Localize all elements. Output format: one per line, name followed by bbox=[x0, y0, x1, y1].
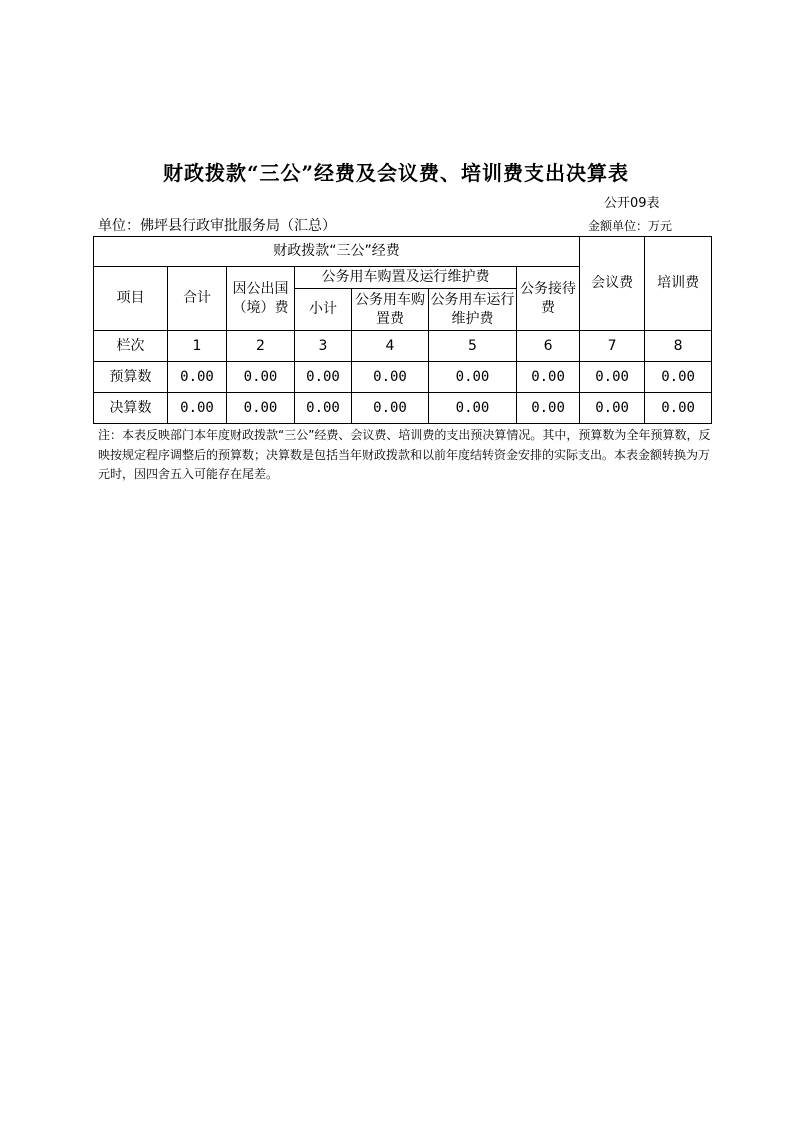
value-cell: 0.00 bbox=[227, 362, 295, 393]
form-number: 公开09表 bbox=[604, 196, 660, 211]
value-cell: 0.00 bbox=[645, 393, 712, 424]
header-total: 合计 bbox=[168, 267, 227, 331]
value-cell: 0.00 bbox=[580, 362, 645, 393]
value-cell: 0.00 bbox=[168, 362, 227, 393]
unit-label: 单位：佛坪县行政审批服务局（汇总） bbox=[98, 218, 336, 234]
index-cell: 4 bbox=[352, 331, 429, 362]
index-label: 栏次 bbox=[94, 331, 168, 362]
amount-unit-label: 金额单位：万元 bbox=[588, 219, 673, 233]
value-cell: 0.00 bbox=[295, 393, 352, 424]
index-cell: 2 bbox=[227, 331, 295, 362]
header-three-public-expenses: 财政拨款“三公”经费 bbox=[94, 237, 580, 267]
value-cell: 0.00 bbox=[517, 362, 580, 393]
value-cell: 0.00 bbox=[580, 393, 645, 424]
value-cell: 0.00 bbox=[429, 362, 517, 393]
value-cell: 0.00 bbox=[168, 393, 227, 424]
value-cell: 0.00 bbox=[645, 362, 712, 393]
index-cell: 3 bbox=[295, 331, 352, 362]
header-meeting-fee: 会议费 bbox=[580, 237, 645, 331]
index-cell: 1 bbox=[168, 331, 227, 362]
header-subtotal: 小计 bbox=[295, 289, 352, 331]
value-cell: 0.00 bbox=[517, 393, 580, 424]
header-reception-fee: 公务接待费 bbox=[517, 267, 580, 331]
header-vehicle-group: 公务用车购置及运行维护费 bbox=[295, 267, 517, 289]
header-vehicle-operation: 公务用车运行维护费 bbox=[429, 289, 517, 331]
footnote: 注：本表反映部门本年度财政拨款“三公”经费、会议费、培训费的支出预决算情况。其中，预算数为全年预算数，反映按规定程序调整后的预算数；决算数是包括当年财政拨款和以前年度结转资金安排的实际支出。本表金额转换为万元时，因四舍五入可能存在尾差。 bbox=[98, 428, 711, 481]
expenditure-table bbox=[93, 236, 712, 424]
value-cell: 0.00 bbox=[227, 393, 295, 424]
table-row-budget bbox=[94, 362, 712, 393]
value-cell: 0.00 bbox=[429, 393, 517, 424]
header-item: 项目 bbox=[94, 267, 168, 331]
row-label: 决算数 bbox=[94, 393, 168, 424]
page-title: 财政拨款“三公”经费及会议费、培训费支出决算表 bbox=[162, 161, 629, 185]
header-vehicle-purchase: 公务用车购置费 bbox=[352, 289, 429, 331]
header-abroad-fee: 因公出国（境）费 bbox=[227, 267, 295, 331]
table-row-final bbox=[94, 393, 712, 424]
index-cell: 8 bbox=[645, 331, 712, 362]
value-cell: 0.00 bbox=[352, 362, 429, 393]
row-label: 预算数 bbox=[94, 362, 168, 393]
index-cell: 6 bbox=[517, 331, 580, 362]
index-cell: 5 bbox=[429, 331, 517, 362]
index-cell: 7 bbox=[580, 331, 645, 362]
value-cell: 0.00 bbox=[295, 362, 352, 393]
header-training-fee: 培训费 bbox=[645, 237, 712, 331]
value-cell: 0.00 bbox=[352, 393, 429, 424]
